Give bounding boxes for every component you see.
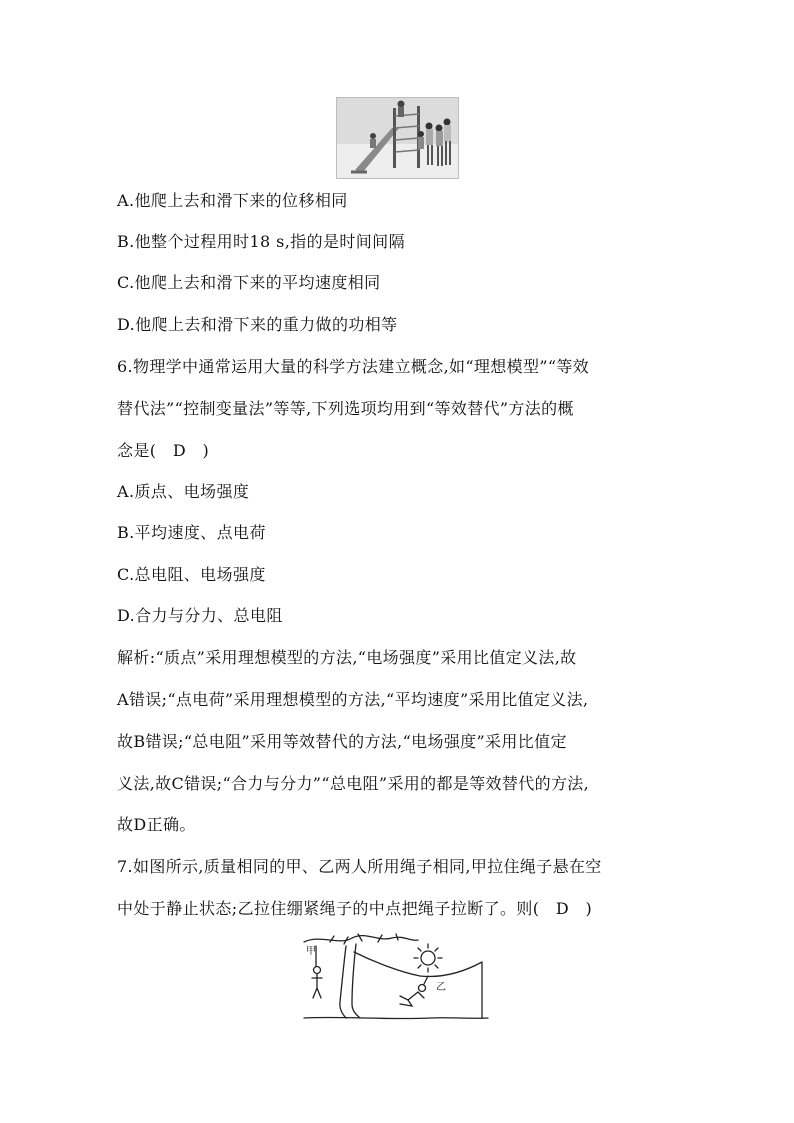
analysis-line-1: 解析:“质点”采用理想模型的方法,“电场强度”采用比值定义法,故	[117, 648, 577, 667]
option-d: D.他爬上去和滑下来的重力做的功相等	[117, 315, 398, 334]
analysis-line-3: 故B错误;“总电阻”采用等效替代的方法,“电场强度”采用比值定	[117, 732, 567, 751]
slide-photo	[336, 97, 459, 179]
analysis-line-4: 义法,故C错误;“合力与分力”“总电阻”采用的都是等效替代的方法,	[117, 774, 590, 793]
label-jia: 甲	[306, 946, 316, 957]
slide-photo-drawing	[337, 98, 458, 178]
question-6-line-1: 6.物理学中通常运用大量的科学方法建立概念,如“理想模型”“等效	[117, 357, 590, 376]
rope-figure	[300, 932, 490, 1024]
q6-option-c: C.总电阻、电场强度	[117, 565, 266, 584]
option-b: B.他整个过程用时18 s,指的是时间间隔	[117, 232, 405, 251]
option-a: A.他爬上去和滑下来的位移相同	[117, 191, 348, 210]
question-7-line-2: 中处于静止状态;乙拉住绷紧绳子的中点把绳子拉断了。则( D )	[117, 899, 593, 918]
question-6-line-2: 替代法”“控制变量法”等等,下列选项均用到“等效替代”方法的概	[117, 399, 574, 418]
option-c: C.他爬上去和滑下来的平均速度相同	[117, 273, 381, 292]
q6-option-d: D.合力与分力、总电阻	[117, 606, 283, 625]
analysis-line-2: A错误;“点电荷”采用理想模型的方法,“平均速度”采用比值定义法,	[117, 690, 589, 709]
question-7-line-1: 7.如图所示,质量相同的甲、乙两人所用绳子相同,甲拉住绳子悬在空	[117, 857, 602, 876]
question-6-line-3: 念是( D )	[117, 441, 210, 460]
q6-option-b: B.平均速度、点电荷	[117, 523, 266, 542]
analysis-line-5: 故D正确。	[117, 815, 196, 834]
q6-option-a: A.质点、电场强度	[117, 482, 250, 501]
label-yi: 乙	[436, 982, 446, 993]
